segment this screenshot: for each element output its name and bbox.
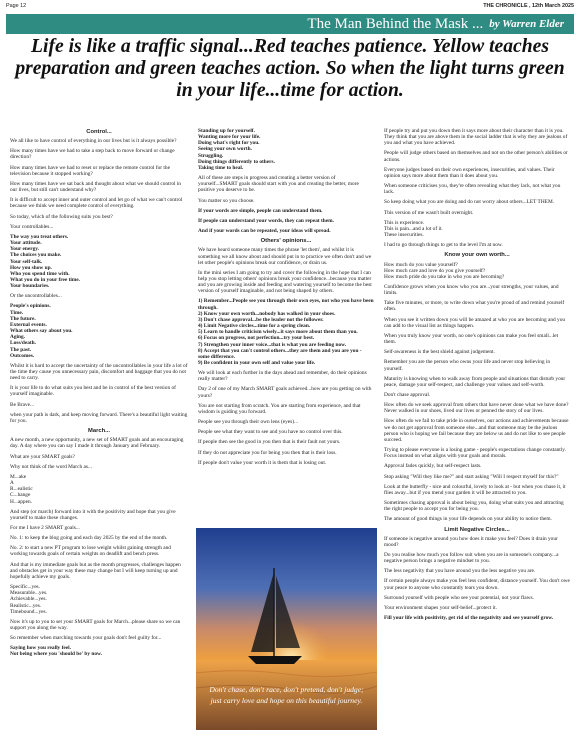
smart-list bbox=[10, 584, 188, 615]
list-item: 4) Limit Negative circles...time for a spring clean. bbox=[198, 323, 311, 330]
list-item: This is experience. bbox=[384, 219, 425, 226]
list-item: Taking time to heal. bbox=[198, 164, 244, 171]
list-item: Your boundaries. bbox=[10, 283, 50, 290]
paragraph: Surround yourself with people who see your potential, not your flaws. bbox=[384, 594, 534, 601]
list-item: Doing what's right for you. bbox=[198, 140, 260, 147]
paragraph: Stop asking "Will they like me?" and start asking "Will I respect myself for this?" bbox=[384, 473, 559, 480]
march-acrostic bbox=[10, 474, 188, 505]
paragraph: We have heard someone many times the phrase 'let them', and whilst it is something we all know about and should put in to practice we often don't and we let other people's opinions break our confidence, or drain us. bbox=[198, 247, 372, 266]
paragraph: Fill your life with positivity, get rid of the negativity and see yourself grow. bbox=[384, 615, 554, 622]
list-item: Seeing your own worth. bbox=[198, 146, 252, 153]
paragraph: Why not think of the word March as... bbox=[10, 463, 92, 470]
list-item: What others say about you. bbox=[10, 328, 73, 335]
paragraph: People see what they want to see and you have no control over this. bbox=[198, 429, 343, 436]
list-item: 3) Don't chase approval...be the leader not the follower. bbox=[198, 316, 324, 323]
list-item: C...hange bbox=[10, 492, 31, 499]
column-title: The Man Behind the Mask ... bbox=[307, 15, 484, 32]
paragraph: Your environment shapes your self-belief...protect it. bbox=[384, 604, 497, 611]
masthead: THE CHRONICLE , 12th March 2025 bbox=[483, 3, 574, 9]
list-item: 5) Learn to handle criticism wisely...it says more about them than you. bbox=[198, 329, 358, 336]
list-item: Your energy. bbox=[10, 246, 39, 253]
photo-caption: Don't chase, don't race, don't pretend, don't judge; just carry love and hope on this beautiful journey. bbox=[209, 685, 364, 705]
paragraph: Do you realise how much you follow suit when you are in someone's company...a negative person brings a negative mindset to you. bbox=[384, 551, 559, 565]
column-banner bbox=[6, 14, 574, 34]
paragraph: When you see it written down you will be amazed at who you are becoming and you can add to the visual list as things happen. bbox=[384, 316, 566, 329]
experience-list bbox=[384, 220, 570, 238]
paragraph: Confidence grows when you know who you are...your strengths, your values, and limits. bbox=[384, 283, 559, 297]
paragraph: You matter so you choose. bbox=[198, 197, 255, 204]
paragraph: And if your words can be repeated, your ideas will spread. bbox=[198, 228, 331, 235]
list-item: External events. bbox=[10, 321, 47, 328]
section-heading-control: Control... bbox=[86, 129, 112, 135]
paragraph: How many times have we had to take a step back to move forward or change direction? bbox=[10, 148, 175, 161]
list-item: How much do you value yourself? bbox=[384, 261, 458, 268]
column-two bbox=[198, 128, 374, 528]
paragraph: Be Brave... bbox=[10, 401, 35, 408]
paragraph: So remember when marching towards your goals don't feel guilty for... bbox=[10, 635, 162, 642]
paragraph: Take five minutes, or more, to write down what you're proud of and remind yourself often. bbox=[384, 300, 565, 313]
list-item: H...appen. bbox=[10, 498, 32, 505]
list-item: Aging. bbox=[10, 334, 25, 341]
list-item: 2) Know your own worth...nobody has walked in your shoes. bbox=[198, 310, 336, 317]
page-number: Page 12 bbox=[6, 3, 27, 9]
paragraph: How often do we fail to take pride in ourselves, our actions and achievements because we do not get approval from someone else...and that someone may be the jealous person who is hoping we fail because they are below us and do not like to see people succeed. bbox=[384, 418, 569, 443]
list-item: 8) Accept that you can't control others...they are them and you are you - some difference. bbox=[198, 347, 362, 360]
list-item: Timebound...yes. bbox=[10, 608, 47, 615]
section-heading-opinions: Others' opinions... bbox=[260, 238, 312, 245]
column-three bbox=[384, 128, 570, 730]
list-item: 6) Focus on progress, not perfection...try your best. bbox=[198, 335, 315, 342]
list-item: Your attitude. bbox=[10, 240, 42, 247]
list-item: How you show up. bbox=[10, 264, 52, 271]
paragraph: Day 2 of one of my March SMART goals achieved...how are you getting on with yours? bbox=[198, 386, 372, 399]
list-item: Struggling. bbox=[198, 152, 224, 159]
headline: Life is like a traffic signal...Red teaches patience. Yellow teaches preparation and green teaches action. So when the light turns green in your life...time for action. bbox=[15, 36, 565, 101]
list-item: 9) Be confident in your own self and value your life. bbox=[198, 360, 316, 366]
list-item: M...ake bbox=[10, 473, 27, 480]
paragraph: Or the uncontrollables... bbox=[10, 293, 62, 300]
list-item: Outcomes. bbox=[10, 352, 35, 359]
paragraph: How often do we seek approval from others that have never done what we have done? Never walked in our shoes, lived our lives or penned the story of our lives. bbox=[384, 402, 569, 415]
list-item: Realistic...yes. bbox=[10, 602, 42, 609]
paragraph: Don't chase approval. bbox=[384, 392, 431, 398]
list-item: People's opinions. bbox=[10, 303, 51, 310]
paragraph: What are your SMART goals? bbox=[10, 453, 75, 460]
section-heading-march: March... bbox=[88, 428, 110, 435]
paragraph: Whilst it is hard to accept the uncertainty of the uncontrollables in your life a lot of the time they cause you unnecessary pain, discomfort and baggage that you do not need to carry. bbox=[10, 362, 188, 382]
paragraph: Now it's up to you to set your SMART goals for March...please share so we can support you along the way. bbox=[10, 618, 181, 631]
list-item: Measurable...yes. bbox=[10, 590, 48, 597]
paragraph: How many times have we had to reset or replace the remote control for the television because it stopped working? bbox=[10, 164, 170, 177]
paragraph: And step (or march) forward into it with the positivity and hope that you give yourself to make these changes. bbox=[10, 508, 176, 521]
paragraph: If people can understand your words, they can repeat them. bbox=[198, 217, 334, 224]
list-item: The way you treat others. bbox=[10, 233, 69, 240]
list-item: Wanting more for your life. bbox=[198, 134, 261, 141]
paragraph: People will judge others based on themselves and not on the other person's abilities or actions. bbox=[384, 150, 568, 163]
list-item: Who you spend time with. bbox=[10, 270, 70, 277]
paragraph: If people then see the good in you then that is their fault not yours. bbox=[198, 439, 341, 446]
list-item: Standing up for yourself. bbox=[198, 128, 255, 134]
worth-list bbox=[384, 262, 570, 280]
uncontrollables-list bbox=[10, 303, 188, 358]
paragraph: Trying to please everyone is a losing game - people's expectations change constantly. Focus instead on what aligns with your goals and morals. bbox=[384, 447, 566, 460]
paragraph: For me I have 2 SMART goals... bbox=[10, 524, 80, 531]
paragraph: Everyone judges based on their own experiences, insecurities, and values. Their opinion says more about them than it does about you. bbox=[384, 166, 555, 179]
section-heading-worth: Know your own worth... bbox=[444, 252, 510, 259]
page-header bbox=[6, 3, 574, 13]
paragraph: Maturity is knowing when to walk away from people and situations that disturb your peace, damage your self-respect, and challenge your values and self-worth. bbox=[384, 375, 566, 388]
paragraph: This version of me wasn't built overnight. bbox=[384, 209, 474, 216]
paragraph: We all like to have control of everything in our lives but is it always possible? bbox=[10, 138, 177, 145]
paragraph: If people try and put you down then it says more about their character than it is you. They think that you are above them in the social ladder that is why they are jealous of you and what you have achieved. bbox=[384, 128, 568, 147]
paragraph: Sometimes chasing approval is about being you, doing what suits you and attracting the right people to accept you for being you. bbox=[384, 500, 564, 513]
paragraph: Your controllables... bbox=[10, 223, 54, 230]
paragraph: The amount of good things in your life depends on your ability to notice them. bbox=[384, 516, 552, 523]
paragraph: Remember you are the person who owns your life and never stop believing in yourself. bbox=[384, 359, 551, 372]
list-item: The choices you make. bbox=[10, 252, 62, 259]
paragraph: If certain people always make you feel less confident, distance yourself. You don't owe your peace to anyone who constantly tears you down. bbox=[384, 578, 570, 591]
paragraph: So keep doing what you are doing and do not worry about others...LET THEM. bbox=[384, 199, 555, 206]
list-item: Doing things differently to others. bbox=[198, 158, 275, 165]
list-item: Not being where you 'should be' by now. bbox=[10, 651, 102, 658]
closing-list bbox=[10, 645, 188, 657]
paragraph: The less negativity that you have around you the less negative you are. bbox=[384, 568, 536, 575]
paragraph: It is your life to do what suits you best and be in control of the best version of yourself imaginable. bbox=[10, 385, 176, 398]
list-item: The future. bbox=[10, 315, 36, 322]
paragraph: When you truly know your worth, no one's opinions can make you feel small...let them. bbox=[384, 332, 559, 346]
paragraph: You are not starting from scratch. You are starting from experience, and that wisdom is guiding you forward. bbox=[198, 402, 361, 415]
paragraph: If someone is negative around you how does it make you feel? Does it drain your mood? bbox=[384, 535, 558, 548]
paragraph: A new month, a new opportunity, a new set of SMART goals and an encouraging day. A day where you can say I made it through January and February. bbox=[10, 437, 184, 450]
list-item: Your self-talk. bbox=[10, 258, 43, 265]
paragraph: We will look at each further in the days ahead and remember, do their opinions really matter? bbox=[198, 370, 367, 383]
paragraph: when your path is dark, and keep moving forward. There's a beautiful light waiting for you. bbox=[10, 411, 188, 424]
paragraph: Look at the butterfly - nice and colourful, lovely to look at - but when you chase it, it flies away...but if you mend your garden it will be attracted to you. bbox=[384, 483, 566, 496]
controllables-list bbox=[10, 234, 188, 289]
guilt-list bbox=[198, 128, 374, 171]
section-heading-limit: Limit Negative Circles... bbox=[444, 526, 510, 533]
paragraph: If people don't value your worth it is them that is losing out. bbox=[198, 459, 327, 466]
paragraph: I had to go through things to get to the level I'm at now. bbox=[384, 242, 503, 249]
list-item: This is pain...and a lot of it. bbox=[384, 225, 443, 232]
paragraph: In the mini series I am going to try and cover the following in the hope that I can help you stop letting others' opinions break your confidence...because you matter and you are growing inside and feeding and watering yourself to become the best version of yourself imaginable, and not being shaped by others. bbox=[198, 269, 372, 295]
paragraph: So today, which of the following suits you best? bbox=[10, 213, 113, 220]
list-item: The past. bbox=[10, 346, 32, 353]
list-item: How much pride do you take in who you are becoming? bbox=[384, 273, 505, 280]
points-list bbox=[198, 298, 374, 366]
byline: by Warren Elder bbox=[489, 18, 564, 30]
list-item: Specific...yes. bbox=[10, 584, 40, 591]
paragraph: Approval fades quickly, but self-respect lasts. bbox=[384, 463, 482, 470]
list-item: Saying how you really feel. bbox=[10, 645, 71, 652]
paragraph: If they do not appreciate you for being you then that is their loss. bbox=[198, 449, 337, 456]
paragraph: People see you through their own lens (eyes)... bbox=[198, 419, 299, 426]
paragraph: No. 1: to keep the blog going and each day 2025 by the end of the month. bbox=[10, 535, 168, 542]
paragraph: How many times have we sat back and thought about what we should control in our lives, but still can't understand why? bbox=[10, 180, 181, 194]
paragraph: Self-awareness is the best shield against judgement. bbox=[384, 349, 495, 356]
paragraph: And that is my immediate goals but as the month progresses, challenges happen and obstacles get in your way these may change but I will keep turning up and hopefully achieve my goals. bbox=[10, 561, 181, 580]
paragraph: No. 2: to start a new PT program to lose weight whilst gaining strength and working towards goals of certain weights on deadlift and bench press. bbox=[10, 545, 171, 558]
list-item: How much care and love do you give yourself? bbox=[384, 267, 486, 274]
list-item: 1) Remember...People see you through their own eyes, not who you have been through. bbox=[198, 298, 374, 311]
list-item: A bbox=[10, 480, 14, 487]
list-item: What you do in your free time. bbox=[10, 276, 81, 283]
sailboat-photo bbox=[196, 528, 377, 730]
list-item: Time. bbox=[10, 309, 24, 316]
paragraph: All of these are steps in progress and creating a better version of yourself...SMART goals should start with you and creating the better, more positive you deserve to be. bbox=[198, 175, 359, 194]
paragraph: It is difficult to accept inner and outer control and let go of what we can't control because we think we need complete control of everything. bbox=[10, 197, 183, 210]
list-item: Loss/death. bbox=[10, 340, 36, 347]
column-one bbox=[10, 128, 188, 730]
paragraph: If your words are simple, people can understand them. bbox=[198, 207, 323, 214]
list-item: Achievable...yes. bbox=[10, 596, 47, 603]
list-item: These insecurities. bbox=[384, 232, 424, 239]
list-item: 7) Strengthen your inner voice...that is what you are feeding now. bbox=[198, 341, 347, 348]
list-item: R...ealistic bbox=[10, 486, 33, 493]
paragraph: When someone criticises you, they're often revealing what they lack, not what you lack. bbox=[384, 183, 561, 196]
